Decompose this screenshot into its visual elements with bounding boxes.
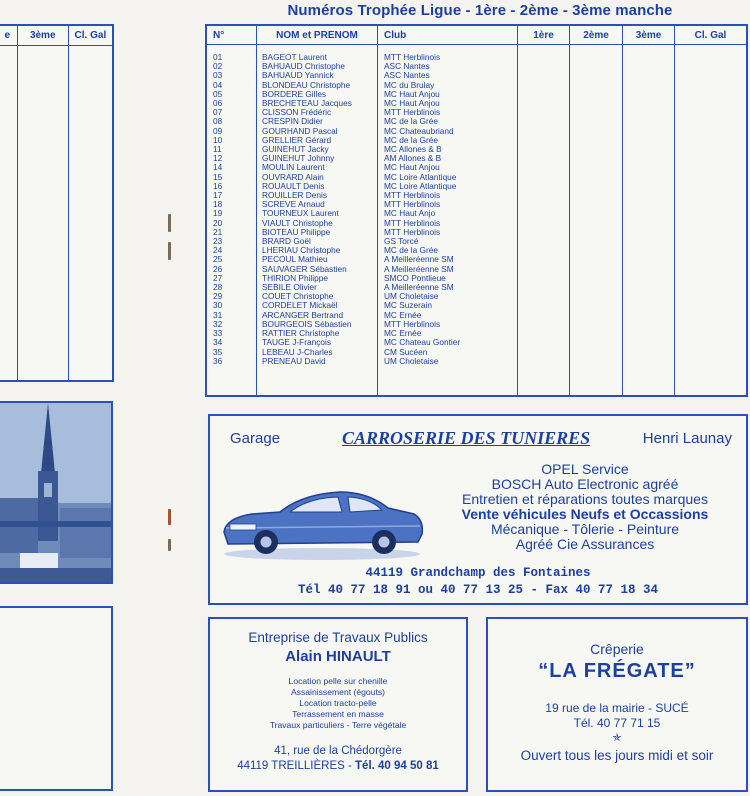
garage-brand: CARROSERIE DES TUNIERES (342, 428, 591, 448)
fregate-advertisement (486, 617, 748, 792)
table-cell-club: CM Sucéen (384, 347, 428, 357)
garage-phones: Tél 40 77 18 91 ou 40 77 13 25 - Fax 40 77 18 34 (297, 583, 659, 597)
hinault-services (210, 676, 466, 731)
table-cell-num: 25 (213, 255, 223, 265)
garage-service-line: OPEL Service (541, 461, 629, 477)
table-cell-club: UM Choletaise (384, 356, 439, 366)
table-cell-club: MC Loire Atlantique (384, 181, 457, 191)
table-cell-club: MC Haut Anjou (384, 89, 440, 99)
table-cell-num: 21 (213, 227, 223, 237)
table-cell-club: MC de la Grée (384, 246, 438, 256)
table-cell-club: MC du Brulay (384, 80, 435, 90)
table-cell-club: ASC Nantes (384, 62, 430, 72)
table-cell-num: 09 (213, 126, 223, 136)
table-cell-club: MC Allones & B (384, 145, 442, 155)
table-cell-name: MOULIN Laurent (262, 163, 325, 173)
hinault-service-line: Assainissement (égouts) (290, 687, 386, 697)
left-header-cell: e (0, 26, 18, 45)
table-cell-name: BAHUAUD Christophe (262, 62, 345, 72)
table-cell-club: ASC Nantes (384, 71, 430, 81)
table-cell-num: 11 (213, 145, 222, 155)
hinault-phone: Tél. 40 94 50 81 (355, 760, 439, 772)
number-column (207, 45, 257, 395)
table-cell-name: TAUGE J-François (262, 338, 331, 348)
table-cell-name: BAHUAUD Yannick (262, 71, 334, 81)
hinault-advertisement (208, 617, 468, 792)
table-cell-club: MTT Herblinois (384, 319, 441, 329)
table-cell-num: 31 (213, 310, 223, 320)
table-cell-name: BORDERE Gilles (262, 89, 327, 99)
table-cell-club: MC Suzerain (384, 301, 432, 311)
garage-service-line: Vente véhicules Neufs et Occassions (461, 506, 709, 522)
table-cell-club: MC Chateaubriand (384, 126, 454, 136)
header-name: NOM et PRENOM (257, 26, 378, 44)
name-column (257, 45, 378, 395)
hinault-street: 41, rue de la Chédorgère (274, 745, 402, 757)
table-cell-name: CRESPIN Didier (262, 117, 323, 127)
table-cell-num: 01 (213, 53, 223, 62)
hinault-name: Alain HINAULT (285, 648, 391, 665)
table-cell-name: ROUAULT Denis (262, 181, 325, 191)
garage-service-line: BOSCH Auto Electronic agréé (491, 476, 679, 492)
table-cell-club: AM Allones & B (384, 154, 442, 164)
table-cell-num: 29 (213, 292, 223, 302)
table-cell-club: MC Haut Anjo (384, 209, 436, 219)
table-cell-name: ARCANGER Bertrand (262, 310, 344, 320)
page-title: Numéros Trophée Ligue - 1ère - 2ème - 3ème manche (287, 2, 673, 19)
fregate-label: Crêperie (590, 641, 644, 657)
table-cell-name: OUVRARD Alain (262, 172, 324, 182)
table-cell-name: GOURHAND Pascal (262, 126, 338, 136)
table-cell-name: BRECHETEAU Jacques (262, 99, 352, 109)
fregate-address: 19 rue de la mairie - SUCÉ (545, 701, 689, 715)
table-cell-num: 14 (213, 163, 223, 173)
table-cell-name: GUINEHUT Jacky (262, 145, 329, 155)
table-cell-club: MC Haut Anjou (384, 99, 440, 109)
church-illustration (0, 403, 113, 584)
table-cell-num: 02 (213, 62, 223, 72)
standings-table (205, 24, 748, 397)
table-cell-club: SMCO Pontlieue (384, 273, 446, 283)
table-cell-num: 23 (213, 237, 223, 247)
table-cell-num: 20 (213, 218, 223, 228)
table-cell-num: 36 (213, 356, 223, 366)
staple-icon (168, 539, 171, 551)
table-cell-club: MC de la Grée (384, 135, 438, 145)
table-cell-name: CLISSON Frédéric (262, 108, 332, 118)
table-cell-num: 26 (213, 264, 223, 274)
table-cell-club: MTT Herblinois (384, 53, 441, 62)
table-cell-num: 16 (213, 181, 223, 191)
round-3-column (623, 45, 675, 395)
garage-service-line: Mécanique - Tôlerie - Peinture (490, 521, 680, 537)
table-cell-num: 27 (213, 273, 223, 283)
header-round-1: 1ère (518, 26, 570, 44)
table-cell-num: 28 (213, 283, 223, 293)
fregate-phone: Tél. 40 77 71 15 (573, 716, 661, 730)
garage-ad-header (230, 428, 736, 450)
table-cell-club: MC Loire Atlantique (384, 172, 457, 182)
table-cell-club: MTT Herblinois (384, 108, 441, 118)
header-overall: Cl. Gal (694, 29, 727, 41)
table-cell-num: 03 (213, 71, 223, 81)
table-cell-club: MTT Herblinois (384, 218, 441, 228)
fregate-contact (488, 701, 746, 731)
table-cell-num: 33 (213, 329, 223, 339)
staple-icon (168, 242, 171, 260)
garage-service-line: Agréé Cie Assurances (515, 536, 655, 552)
table-cell-num: 06 (213, 99, 223, 109)
staple-icon (168, 214, 171, 232)
table-cell-name: LEBEAU J-Charles (262, 347, 333, 357)
church-photo (0, 401, 113, 584)
garage-service-line: Entretien et réparations toutes marques (462, 491, 708, 507)
table-cell-name: RATTIER Christophe (262, 329, 340, 339)
overall-column (675, 45, 746, 395)
hinault-service-line: Terrassement en masse (292, 709, 384, 719)
garage-label: Garage (230, 430, 281, 447)
table-cell-name: BOURGEOIS Sébastien (262, 319, 352, 329)
table-body (207, 45, 746, 395)
table-cell-name: TOURNEUX Laurent (262, 209, 339, 219)
table-cell-name: BIOTEAU Philippe (262, 227, 331, 237)
table-cell-club: A Meilleréenne SM (384, 283, 454, 293)
staple-icon (168, 509, 171, 525)
table-cell-name: VIAULT Christophe (262, 218, 333, 228)
garage-address: 44119 Grandchamp des Fontaines (365, 566, 591, 580)
garage-advertisement (208, 414, 748, 605)
table-cell-name: SEBILE Olivier (262, 283, 317, 293)
left-header-cell: 3ème (18, 26, 69, 45)
table-cell-club: A Meilleréenne SM (384, 255, 454, 265)
table-cell-club: MC Ernée (384, 329, 422, 339)
table-cell-num: 34 (213, 338, 223, 348)
club-column (378, 45, 518, 395)
table-cell-name: BRARD Goël (262, 237, 311, 247)
table-cell-club: MTT Herblinois (384, 191, 441, 201)
table-header (207, 26, 746, 45)
table-cell-num: 15 (213, 172, 223, 182)
table-cell-num: 18 (213, 200, 223, 210)
fregate-name: “LA FRÉGATE” (538, 660, 696, 682)
left-page-box-fragment (0, 606, 113, 791)
left-table-header (0, 26, 112, 46)
table-cell-num: 17 (213, 191, 223, 201)
table-cell-num: 24 (213, 246, 223, 256)
table-cell-num: 35 (213, 347, 223, 357)
table-cell-name: COUET Christophe (262, 292, 334, 302)
hinault-service-line: Location tracto-pelle (299, 698, 377, 708)
table-cell-club: MC Ernée (384, 310, 422, 320)
hinault-title: Entreprise de Travaux Publics (248, 630, 428, 645)
table-cell-num: 30 (213, 301, 223, 311)
table-cell-name: LHERIAU Christophe (262, 246, 341, 256)
table-cell-name: SAUVAGER Sébastien (262, 264, 347, 274)
table-cell-club: MC Haut Anjou (384, 163, 440, 173)
table-cell-name: THIRION Philippe (262, 273, 328, 283)
table-cell-name: GRELLIER Gérard (262, 135, 332, 145)
round-1-column (518, 45, 570, 395)
table-cell-num: 19 (213, 209, 223, 219)
star-icon: ✯ (612, 732, 622, 744)
table-cell-name: SCREVE Arnaud (262, 200, 325, 210)
table-cell-num: 08 (213, 117, 223, 127)
garage-services (435, 462, 735, 552)
table-cell-num: 32 (213, 319, 223, 329)
table-cell-club: MTT Herblinois (384, 227, 441, 237)
header-round-3: 3ème (623, 26, 675, 44)
table-cell-name: PRENEAU David (262, 356, 326, 366)
round-2-column (570, 45, 623, 395)
header-round-2: 2ème (570, 26, 623, 44)
garage-contact (210, 565, 746, 599)
hinault-service-line: Location pelle sur chenille (288, 676, 388, 686)
hinault-address (210, 744, 466, 774)
table-cell-club: MC Chateau Gontier (384, 338, 461, 348)
hinault-city: 44119 TREILLIÈRES - (237, 760, 356, 772)
left-table-body (0, 46, 112, 380)
hinault-service-line: Travaux particuliers - Terre végétale (269, 720, 407, 730)
table-cell-name: CORDELET Mickaël (262, 301, 338, 311)
table-cell-num: 12 (213, 154, 223, 164)
left-header-cell: Cl. Gal (74, 30, 107, 41)
table-cell-name: ROUILLER Denis (262, 191, 328, 201)
table-cell-club: UM Choletaise (384, 292, 439, 302)
car-illustration (218, 476, 426, 562)
table-cell-num: 07 (213, 108, 223, 118)
table-cell-club: A Meilleréenne SM (384, 264, 454, 274)
table-cell-num: 05 (213, 89, 223, 99)
table-cell-club: GS Torcé (384, 237, 419, 247)
table-cell-num: 04 (213, 80, 223, 90)
fregate-hours: Ouvert tous les jours midi et soir (520, 748, 714, 763)
header-club: Club (378, 26, 518, 44)
garage-owner: Henri Launay (642, 430, 732, 447)
table-cell-name: PECOUL Mathieu (262, 255, 328, 265)
table-cell-name: BLONDEAU Christophe (262, 80, 351, 90)
header-number: N° (207, 26, 257, 44)
table-cell-club: MC de la Grée (384, 117, 438, 127)
left-page-table-fragment (0, 24, 114, 382)
table-cell-name: BAGEOT Laurent (262, 53, 327, 62)
table-cell-num: 10 (213, 135, 223, 145)
table-cell-club: MTT Herblinois (384, 200, 441, 210)
table-cell-name: GUINEHUT Johnny (262, 154, 335, 164)
